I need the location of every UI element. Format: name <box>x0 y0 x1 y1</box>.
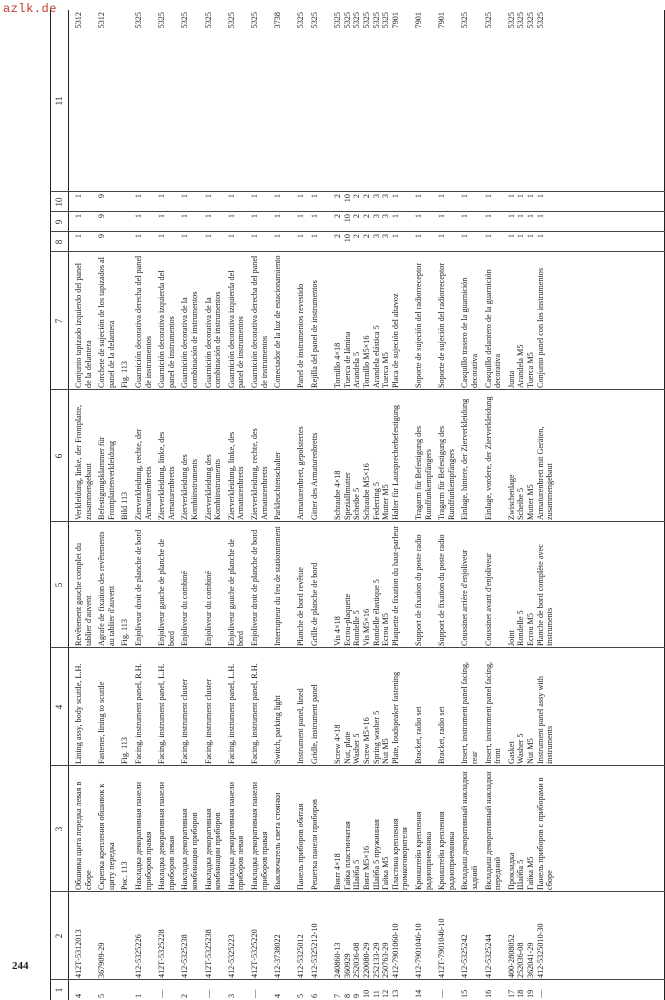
cell-c3: Обшивка щита передка левая в сборе <box>74 779 93 890</box>
cell-c5: Support de fixation du poste radio <box>437 534 447 646</box>
cell-c6: Zierverkleidung des Kombiinstruments <box>203 452 223 520</box>
cell-c4: Lining assy, body scuttle, L.H. <box>74 663 83 764</box>
cell-c11: 5325 <box>483 12 493 29</box>
cell-c7: Guarnición decorativa derecha del panel de instrumentos <box>250 253 269 388</box>
cell-c5: Coussinet arrière d'enjoliveur <box>460 549 470 646</box>
cell-c11: 3738 <box>273 12 283 29</box>
column-divider <box>50 521 665 522</box>
cell-c4: Insert, instrument panel facing, front <box>483 659 503 764</box>
cell-c2: 412-5325244 <box>483 934 493 978</box>
cell-c6: Tragarm für Befestigung des Rundfunkempfängers <box>414 423 433 520</box>
cell-c6: Einlage, vordere, der Zierverkleidung <box>483 396 493 520</box>
cell-c6: Parkleuchtenschalter <box>273 451 283 520</box>
cell-c4: Switch, parking light <box>273 695 283 764</box>
cell-c1: 4 <box>273 993 283 998</box>
column-divider <box>50 191 665 192</box>
cell-c10: 1 <box>296 194 306 199</box>
cell-c9: 1 <box>296 214 306 219</box>
cell-c8: 1 1 1 1 <box>506 234 545 239</box>
cell-c1: 1 <box>134 993 143 998</box>
cell-c1: 6 <box>310 993 319 998</box>
cell-c10: 1 <box>460 194 470 199</box>
cell-c8: 1 <box>460 234 470 239</box>
column-header-2: 2 <box>54 933 64 939</box>
cell-c10: 1 <box>74 194 83 199</box>
cell-c1: — <box>157 989 167 998</box>
cell-c6: Zwischenlage Scheibe 5 Mutter M5 Armaturenbrett mit Geräten, zusammengebaut <box>506 426 555 520</box>
cell-c3: Накладка декоративная панели приборов левая <box>157 779 176 890</box>
cell-c7: Corchete de sujeción de los tapizados al panel de la delantera <box>97 254 116 388</box>
cell-c5: Vis 4×18 Ecrou-plaquette Rondelle 5 Vis M5×16 Rondelle élastique 5 Ecrou M5 Plaquette de fixation du haut-parleur <box>333 525 400 646</box>
cell-c5: Enjoliveur droit de planche de bord <box>250 529 259 646</box>
cell-c8: 1 <box>414 234 423 239</box>
cell-c2: 400-2808052 252036-08 362041-29 412-5325010-30 <box>506 923 545 978</box>
cell-c7: Soporte de sujeción del radiorreceptor <box>414 262 423 388</box>
parts-catalog-table <box>50 10 665 1000</box>
cell-c5: Enjoliveur du combiné <box>180 570 190 646</box>
table-header <box>50 10 69 1000</box>
column-divider <box>50 891 665 892</box>
table-row <box>484 10 507 1000</box>
table-row <box>74 10 97 1000</box>
cell-c4: Facing, instrument cluster <box>203 678 213 764</box>
cell-c5: Planche de bord revêtue <box>296 567 306 646</box>
cell-c9: 1 1 1 1 <box>506 214 545 219</box>
cell-c6: Zierverkleidung, linke, des Armaturenbretts <box>226 430 246 520</box>
cell-c7: Guarnición decorativa de la combinación de instrumentos <box>180 291 199 388</box>
cell-c11: 5325 <box>250 12 259 29</box>
cell-c4: Bracket, radio set <box>437 706 447 764</box>
cell-c3: Накладка декоративная панели приборов правая <box>250 779 269 890</box>
cell-c2: 412-5325242 <box>460 934 470 978</box>
cell-c7: Conectador de la luz de estacionamiento <box>273 255 283 388</box>
cell-c5: Joint Rondelle 5 Ecrou M5 Planche de bord complète avec instruments <box>506 544 555 646</box>
cell-c2: 412-5325212-10 <box>310 923 319 978</box>
cell-c3: Вкладыш декоративный накладки задний <box>460 769 479 890</box>
cell-c6: Zierverkleidung, rechte, des Armaturenbretts <box>250 426 269 520</box>
cell-c7: Guarnición decorativa de la combinación de instrumentos <box>203 291 223 388</box>
cell-c11: 5325 <box>226 12 236 29</box>
cell-c9: 1 <box>74 214 83 219</box>
cell-c6: Schraube 4×18 Speziallmutter Scheibe 5 Schraube M5×16 Federring 5 Mutter M5 Halter für Lautsprecherbefestigung <box>333 404 400 520</box>
cell-c9: 1 <box>414 214 423 219</box>
cell-c8: 1 <box>273 234 283 239</box>
cell-c1: 14 <box>414 989 423 998</box>
cell-c4: Facing, instrument panel, L.H. <box>226 663 236 764</box>
cell-c11: 5325 <box>460 12 470 29</box>
column-header-8: 8 <box>54 239 64 245</box>
column-divider <box>50 389 665 390</box>
cell-c2: 412Т-5325228 <box>157 929 167 978</box>
column-header-7: 7 <box>54 318 64 324</box>
cell-c8: 1 <box>250 234 259 239</box>
table-row <box>227 10 250 1000</box>
cell-c11: 5325 <box>310 12 319 29</box>
cell-c4: Facing, instrument cluster <box>180 678 190 764</box>
cell-c6: Zierverkleidung des Kombiinstruments <box>180 452 199 520</box>
cell-c3: Накладка декоративная комбинации приборов <box>180 806 199 890</box>
cell-c11: 5325 <box>203 12 213 29</box>
cell-c4: Bracket, radio set <box>414 706 423 764</box>
cell-c2: 412-5325238 <box>180 934 190 978</box>
cell-c5: Enjoliveur gauche de planche de bord <box>226 537 246 646</box>
cell-c9: 2 10 2 2 3 3 1 <box>333 214 400 223</box>
cell-c9: 1 <box>483 214 493 219</box>
cell-c1: 2 <box>180 993 190 998</box>
cell-c6: Zierverkleidung, linke, des Armaturenbretts <box>157 430 176 520</box>
table-row <box>507 10 559 1000</box>
cell-c7: Rejilla del panel de instrumentos <box>310 280 319 388</box>
cell-c2: 412-5325226 <box>134 934 143 978</box>
cell-c11: 5312 <box>74 12 83 29</box>
cell-c4: Facing, instrument panel, R.H. <box>134 663 143 764</box>
cell-c8: 1 <box>483 234 493 239</box>
cell-c4: Instrument panel, lined <box>296 688 306 764</box>
cell-c10: 1 <box>437 194 447 199</box>
cell-c3: Винт 4×18 Гайка пластинчатая Шайба 5 Винт М5×16 Шайба 5 пружинная Гайка М5 Пластина крепления громкоговорителя <box>333 818 410 890</box>
cell-c6: Tragarm für Befestigung des Rundfunkempfängers <box>437 423 456 520</box>
cell-c8: 1 <box>157 234 167 239</box>
cell-c1: — <box>203 989 213 998</box>
cell-c10: 2 10 2 2 3 3 1 <box>333 194 400 203</box>
cell-c11: 5325 <box>296 12 306 29</box>
cell-c11: 7901 <box>414 12 423 29</box>
cell-c8: 9 <box>97 234 107 239</box>
cell-c1: 15 <box>460 989 470 998</box>
cell-c6: Armaturenbrett, gepolstertes <box>296 426 306 520</box>
column-divider <box>50 765 665 766</box>
cell-c1: 5 <box>97 993 107 998</box>
cell-c11: 7901 <box>437 12 447 29</box>
cell-c3: Накладка декоративная комбинации приборов <box>203 806 223 890</box>
cell-c5: Fig. 113 <box>120 619 130 646</box>
table-row <box>333 10 414 1000</box>
cell-c4: Gridle, instrument panel <box>310 684 319 764</box>
table-row <box>273 10 296 1000</box>
cell-c3: Прокладка Шайба 5 Гайка М5 Панель приборов с приборами в сборе <box>506 777 555 890</box>
cell-c2: 412Т-7901046-10 <box>437 918 447 978</box>
cell-c9: 1 <box>203 214 213 219</box>
cell-c10: 1 <box>483 194 493 199</box>
column-header-6: 6 <box>54 453 64 459</box>
cell-c10: 1 <box>226 194 236 199</box>
cell-c7: Guarnición decorativa izquierda del panel de instrumentos <box>157 268 176 388</box>
cell-c11: 5325 <box>157 12 167 29</box>
cell-c5: Enjoliveur gauche de planche de bord <box>157 537 176 646</box>
column-divider <box>50 231 665 232</box>
cell-c10: 1 <box>157 194 167 199</box>
cell-c5: Agrafe de fixation des revêtements au tablier d'auvent <box>97 529 116 646</box>
table-row <box>460 10 483 1000</box>
cell-c1: 5 <box>296 993 306 998</box>
cell-c3: Кронштейн крепления радиоприемника <box>437 809 456 890</box>
table-row <box>310 10 333 1000</box>
cell-c10: 1 <box>180 194 190 199</box>
cell-c5: Support de fixation du poste radio <box>414 534 423 646</box>
cell-c2: 412-5325012 <box>296 934 306 978</box>
cell-c11: 5325 5325 5325 5325 <box>506 12 545 29</box>
cell-c9: 1 <box>226 214 236 219</box>
table-row <box>157 10 180 1000</box>
cell-c1: — <box>250 989 259 998</box>
cell-c4: Facing, instrument panel, R.H. <box>250 663 259 764</box>
cell-c10: 1 <box>273 194 283 199</box>
cell-c3: Выключатель света стоянки <box>273 792 283 890</box>
cell-c2: 412Т-5325220 <box>250 929 259 978</box>
table-row <box>204 10 227 1000</box>
cell-c1: 3 <box>226 993 236 998</box>
cell-c2: 240860-13 360929 252036-08 220080-29 252133-29 250763-29 412-7901060-10 <box>333 923 400 978</box>
cell-c7: Tornillo 4×18 Tuerca de lámina Arandela 5 Tornillo M5×16 Arandela elástica 5 Tuerca M5 Placa de sujeción del altavoz <box>333 293 400 388</box>
cell-c9: 9 <box>97 214 107 219</box>
table-row <box>97 10 120 1000</box>
cell-c8: 1 <box>226 234 236 239</box>
cell-c6: Verkleidung, linke, der Frontplatte, zusammengebaut <box>74 402 93 520</box>
cell-c9: 1 <box>273 214 283 219</box>
cell-c3: Вкладыш декоративный накладки передний <box>483 769 503 890</box>
cell-c11: 5312 <box>97 12 107 29</box>
cell-c9: 1 <box>134 214 143 219</box>
cell-c8: 1 <box>203 234 213 239</box>
cell-c5: Enjoliveur droit de planche de bord <box>134 529 143 646</box>
cell-c8: 1 <box>180 234 190 239</box>
cell-c4: Fastener, lining to scuttle <box>97 681 107 764</box>
cell-c4: Facing, instrument panel, L.H. <box>157 663 167 764</box>
cell-c9: 1 <box>180 214 190 219</box>
cell-c8: 1 <box>134 234 143 239</box>
cell-c1: 16 <box>483 989 493 998</box>
cell-c5: Interrupteur du feu de stationnement <box>273 526 283 646</box>
cell-c7: Guarnición decorativa izquierda del panel de instrumentos <box>226 268 246 388</box>
column-divider <box>50 211 665 212</box>
cell-c1: 17 18 19 — <box>506 989 545 998</box>
cell-c5: Enjoliveur du combiné <box>203 570 213 646</box>
cell-c4: Gasket Washer 5 Nut M5 Instrument panel assy with instruments <box>506 676 555 764</box>
column-header-11: 11 <box>54 96 64 106</box>
cell-c4: Screw 4×18 Nut, plate Washer 5 Screw M5×16 Spring washer 5 Nut M5 Plate, loudspeaker fastening <box>333 671 400 764</box>
cell-c4: Fig. 113 <box>120 737 130 764</box>
cell-c5: Grille de planche de bord <box>310 562 319 646</box>
cell-c3: Решетка панели приборов <box>310 799 319 890</box>
cell-c3: Рис. 113 <box>120 861 130 890</box>
cell-c6: Zierverkleidung, rechte, der Armaturenbretts <box>134 427 153 520</box>
cell-c6: Gitter des Armaturenbretts <box>310 432 319 520</box>
table-row <box>250 10 273 1000</box>
cell-c1: 7 8 9 10 11 12 13 <box>333 989 400 998</box>
cell-c5: Revêtement gauche complet du tablier d'auvent <box>74 540 93 646</box>
cell-c8: 1 <box>310 234 319 239</box>
column-divider <box>50 979 665 980</box>
cell-c9: 1 <box>437 214 447 219</box>
cell-c11: 5325 <box>134 12 143 29</box>
cell-c8: 2 10 2 2 3 3 1 <box>333 234 400 243</box>
cell-c4: Insert, instrument panel facing, rear <box>460 659 479 764</box>
table-row <box>180 10 203 1000</box>
column-divider <box>50 647 665 648</box>
cell-c9: 1 <box>460 214 470 219</box>
cell-c10: 1 <box>414 194 423 199</box>
cell-c3: Панель приборов обитая <box>296 803 306 890</box>
cell-c10: 9 <box>97 194 107 199</box>
column-divider <box>50 251 665 252</box>
column-header-5: 5 <box>54 582 64 588</box>
cell-c8: 1 <box>74 234 83 239</box>
cell-c5: Coussinet avant d'enjoliveur <box>483 553 493 646</box>
column-header-4: 4 <box>54 704 64 710</box>
cell-c7: Junta Arandela M5 Tuerca M5 Conjunto panel con los instrumentos <box>506 267 545 388</box>
table-row <box>414 10 437 1000</box>
cell-c1: 4 <box>74 993 83 998</box>
cell-c9: 1 <box>250 214 259 219</box>
cell-c7: Fig. 113 <box>120 361 130 388</box>
column-header-10: 10 <box>54 197 64 207</box>
cell-c9: 1 <box>157 214 167 219</box>
cell-c2: 412-5325223 <box>226 934 236 978</box>
cell-c10: 1 <box>310 194 319 199</box>
cell-c3: Накладка декоративная панели приборов левая <box>226 779 246 890</box>
cell-c10: 1 <box>203 194 213 199</box>
table-row <box>437 10 460 1000</box>
cell-c10: 1 <box>134 194 143 199</box>
cell-c2: 412Т-5325238 <box>203 929 213 978</box>
column-header-9: 9 <box>54 219 64 225</box>
cell-c3: Накладка декоративная панели приборов правая <box>134 779 153 890</box>
cell-c2: 412-3738022 <box>273 934 283 978</box>
cell-c6: Bild 113 <box>120 491 130 520</box>
cell-c10: 1 <box>250 194 259 199</box>
cell-c3: Скрепка крепления обшивок к щиту передка <box>97 781 116 890</box>
cell-c7: Soporte de sujeción del radiorreceptor <box>437 262 447 388</box>
cell-c2: 367909-29 <box>97 942 107 978</box>
table-row <box>296 10 310 1000</box>
cell-c6: Befestigungsklammer für Frontplattenverkleidung <box>97 434 116 520</box>
site-watermark: azlk.de <box>3 2 57 16</box>
cell-c2: 412-7901046-10 <box>414 923 423 978</box>
cell-c7: Guarnición decorativa derecha del panel de instrumentos <box>134 253 153 388</box>
cell-c7: Casquillo trasero de la guarnición decorativa <box>460 275 479 388</box>
cell-c11: 5325 <box>180 12 190 29</box>
column-header-3: 3 <box>54 826 64 832</box>
cell-c9: 1 <box>310 214 319 219</box>
cell-c6: Einlage, hintere, der Zierverkleidung <box>460 398 470 520</box>
cell-c2: 412Т-5312013 <box>74 929 83 978</box>
table-row <box>134 10 157 1000</box>
cell-c1: — <box>437 989 447 998</box>
page-number: 244 <box>12 960 29 972</box>
cell-c8: 1 <box>437 234 447 239</box>
cell-c8: 1 <box>296 234 306 239</box>
column-header-1: 1 <box>54 987 64 993</box>
table-row <box>120 10 134 1000</box>
cell-c7: Casquillo delantero de la guarnición decorativa <box>483 267 503 388</box>
cell-c10: 1 1 1 1 <box>506 194 545 199</box>
cell-c11: 5325 5325 5325 5325 5325 5325 7901 <box>333 12 400 29</box>
cell-c7: Conjunto tapizado izquierdo del panel de la delantera <box>74 260 93 388</box>
cell-c3: Кронштейн крепления радиоприемника <box>414 809 433 890</box>
cell-c7: Panel de instrumentos revestido <box>296 283 306 388</box>
